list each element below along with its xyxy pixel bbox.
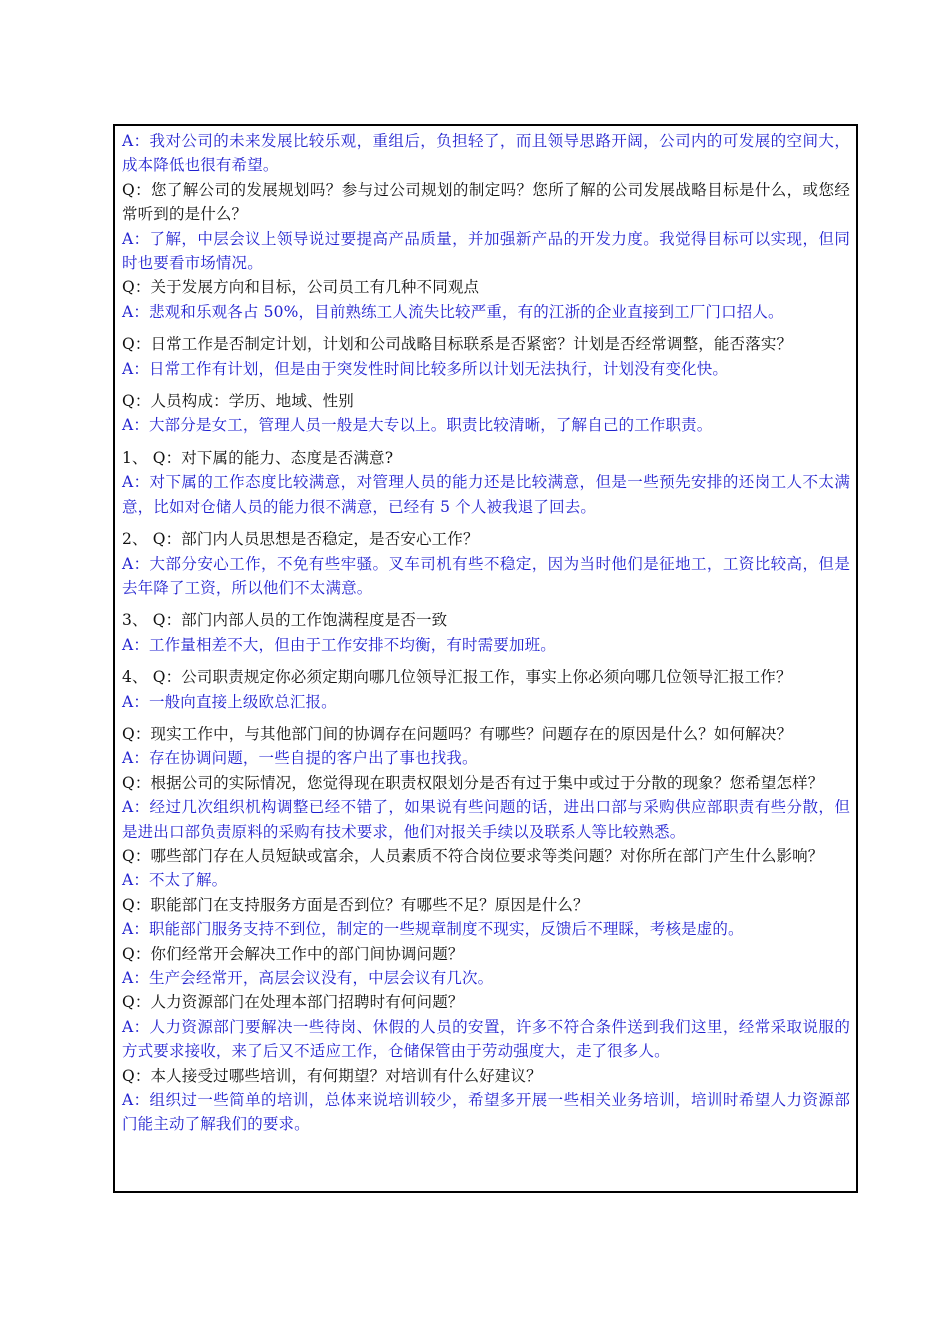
answer-text: A：大部分是女工，管理人员一般是大专以上。职责比较清晰，了解自己的工作职责。 [122, 416, 713, 435]
answer-text: A：日常工作有计划，但是由于突发性时间比较多所以计划无法执行，计划没有变化快。 [122, 359, 729, 378]
question-text: Q：人力资源部门在处理本部门招聘时有何问题？ [122, 993, 464, 1012]
question-text: Q：你们经常开会解决工作中的部门间协调问题？ [122, 944, 464, 963]
question-text: 2、 Q：部门内人员思想是否稳定，是否安心工作？ [122, 530, 479, 549]
question-text: 4、 Q：公司职责规定你必须定期向哪几位领导汇报工作，事实上你必须向哪几位领导汇报工作？ [122, 668, 792, 687]
answer-text: A：生产会经常开，高层会议没有，中层会议有几次。 [122, 969, 494, 987]
answer-text: A：一般向直接上级欧总汇报。 [122, 692, 337, 711]
question-text: 1、 Q：对下属的能力、态度是否满意? [122, 448, 394, 467]
question-text: Q：现实工作中，与其他部门间的协调存在问题吗？有哪些？问题存在的原因是什么？如何解决？ [122, 724, 793, 743]
answer-text: A：我对公司的未来发展比较乐观，重组后，负担轻了，而且领导思路开阔，公司内的可发展的空间大，成本降低也很有希望。 [122, 132, 850, 175]
question-text: Q：本人接受过哪些培训，有何期望？对培训有什么好建议？ [122, 1066, 542, 1085]
question-text: Q：关于发展方向和目标，公司员工有几种不同观点 [122, 278, 480, 297]
question-text: Q：职能部门在支持服务方面是否到位？有哪些不足？原因是什么？ [122, 895, 589, 914]
answer-text: A：工作量相差不大，但由于工作安排不均衡，有时需要加班。 [122, 635, 556, 654]
answer-text: A：不太了解。 [122, 871, 228, 890]
answer-text: A：大部分安心工作，不免有些牢骚。叉车司机有些不稳定，因为当时他们是征地工，工资比较高，但是去年降了工资，所以他们不太满意。 [122, 554, 850, 597]
question-text: Q：哪些部门存在人员短缺或富余，人员素质不符合岗位要求等类问题？对你所在部门产生什么影响？ [122, 846, 824, 865]
answer-text: A：对下属的工作态度比较满意，对管理人员的能力还是比较满意，但是一些预先安排的还岗工人不太满意，比如对仓储人员的能力很不满意，已经有 5 个人被我退了回去。 [122, 473, 850, 516]
question-text: Q：日常工作是否制定计划，计划和公司战略目标联系是否紧密？计划是否经常调整，能否落实？ [122, 335, 793, 354]
answer-text: A：职能部门服务支持不到位，制定的一些规章制度不现实，反馈后不理睬，考核是虚的。 [122, 920, 744, 939]
answer-text: A：经过几次组织机构调整已经不错了，如果说有些问题的话，进出口部与采购供应部职责有些分散，但是进出口部负责原料的采购有技术要求，他们对报关手续以及联系人等比较熟悉。 [122, 798, 850, 841]
answer-text: A：组织过一些简单的培训，总体来说培训较少，希望多开展一些相关业务培训，培训时希望人力资源部门能主动了解我们的要求。 [122, 1091, 850, 1134]
answer-text: A：了解，中层会议上领导说过要提高产品质量，并加强新产品的开发力度。我觉得目标可以实现，但同时也要看市场情况。 [122, 229, 850, 273]
answer-text: A：存在协调问题，一些自提的客户出了事也找我。 [122, 749, 478, 768]
question-text: Q：您了解公司的发展规划吗？参与过公司规划的制定吗？您所了解的公司发展战略目标是什么，或您经常听到的是什么？ [122, 180, 850, 224]
answer-text: A：悲观和乐观各占 50%，目前熟练工人流失比较严重，有的江浙的企业直接到工厂门口招人。 [122, 302, 784, 321]
answer-text: A：人力资源部门要解决一些待岗、休假的人员的安置，许多不符合条件送到我们这里，经常采取说服的方式要求接收，来了后又不适应工作，仓储保管由于劳动强度大，走了很多人。 [122, 1017, 850, 1061]
question-text: 3、 Q：部门内部人员的工作饱满程度是否一致 [122, 611, 448, 630]
interview-table-cell [113, 124, 858, 1193]
question-text: Q：根据公司的实际情况，您觉得现在职责权限划分是否有过于集中或过于分散的现象？您希望怎样？ [122, 773, 824, 792]
question-text: Q：人员构成：学历、地域、性别 [122, 392, 354, 411]
